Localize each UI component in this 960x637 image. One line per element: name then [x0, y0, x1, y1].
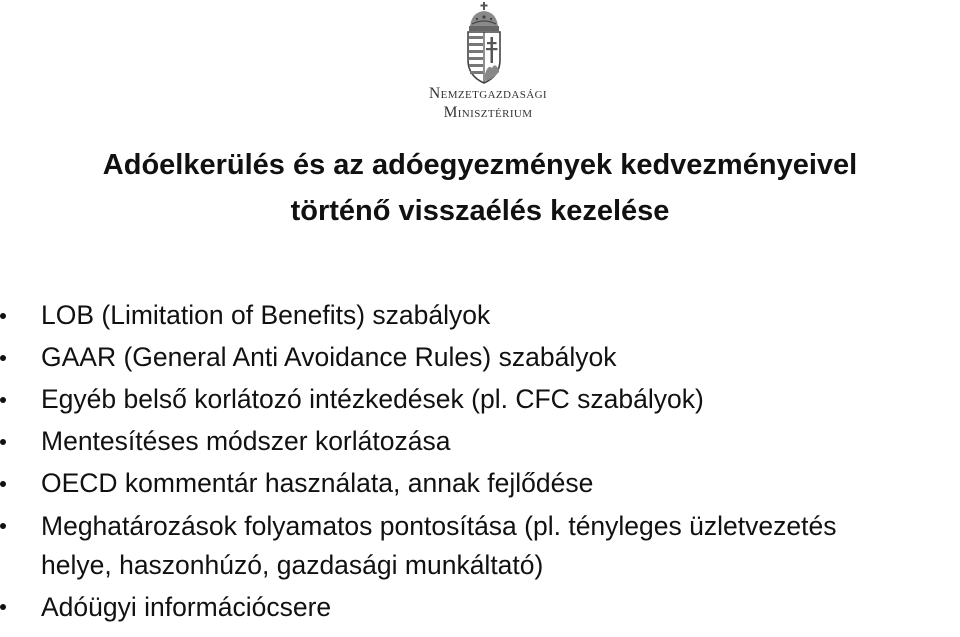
bullet-item: Mentesítéses módszer korlátozása [0, 420, 960, 462]
bullet-item: LOB (Limitation of Benefits) szabályok [0, 294, 960, 336]
bullet-item: Adóügyi információcsere [0, 585, 960, 627]
bullet-item-line1: Meghatározások folyamatos pontosítása (pl. tényleges üzletvezetés [41, 511, 837, 541]
bullet-item: Egyéb belső korlátozó intézkedések (pl. CFC szabályok) [0, 378, 960, 420]
bullet-item: GAAR (General Anti Avoidance Rules) szabályok [0, 336, 960, 378]
bullet-item: OECD kommentár használata, annak fejlődése [0, 462, 960, 504]
slide-title-line2: történő visszaélés kezelése [290, 195, 670, 227]
ministry-logo [406, 2, 570, 122]
hungarian-coat-of-arms-icon [462, 2, 506, 86]
ministry-name [406, 86, 570, 120]
bullet-list [0, 294, 960, 627]
bullet-item-line2: helye, haszonhúzó, gazdasági munkáltató) [41, 550, 544, 580]
ministry-name-line1: Nemzetgazdasági [428, 85, 547, 102]
ministry-name-line2: Minisztérium [443, 103, 533, 121]
slide-title [0, 142, 960, 234]
bullet-item [0, 504, 960, 585]
slide-title-line1: Adóelkerülés és az adóegyezmények kedvezményeivel [102, 149, 858, 181]
